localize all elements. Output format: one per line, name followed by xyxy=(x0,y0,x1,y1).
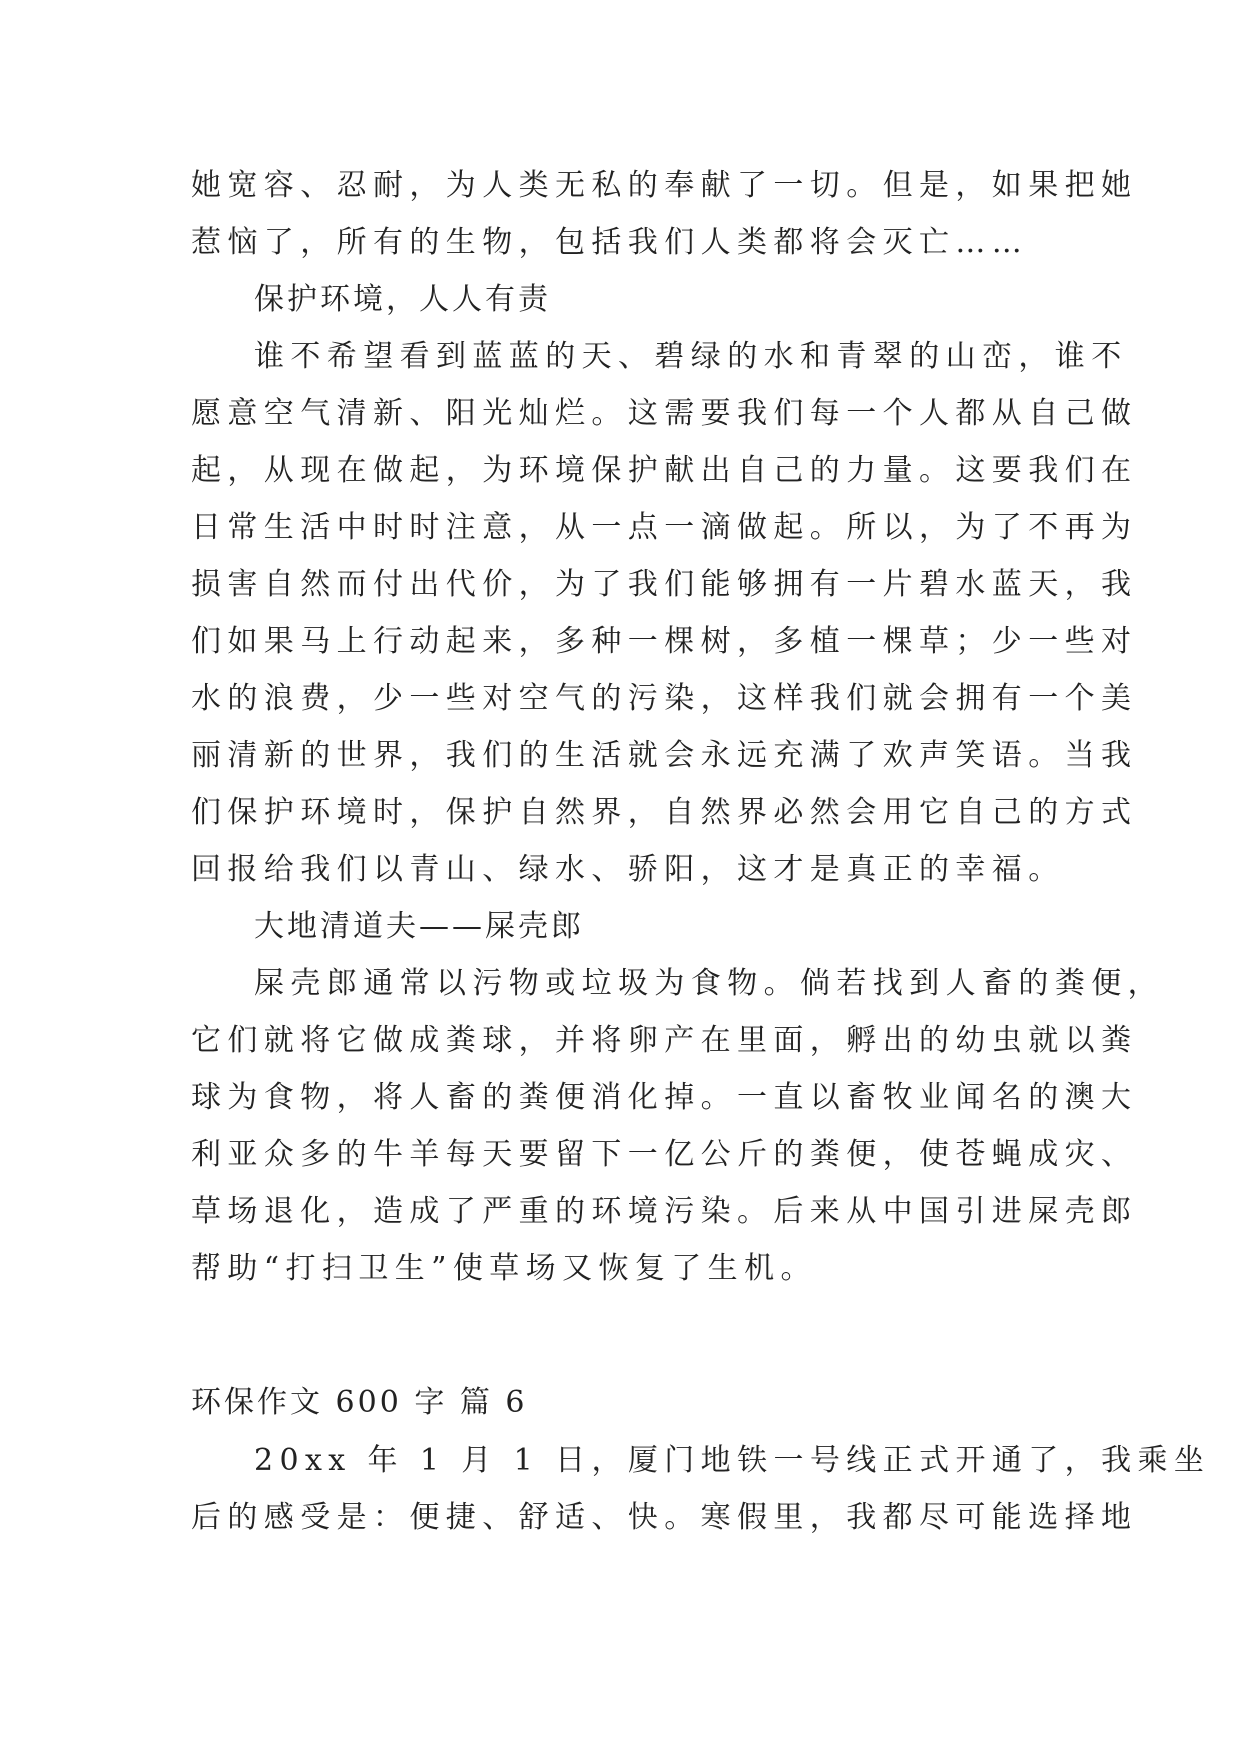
paragraph-line: 草场退化，造成了严重的环境污染。后来从中国引进屎壳郎 xyxy=(191,1194,1138,1229)
paragraph-line: 帮助“打扫卫生”使草场又恢复了生机。 xyxy=(191,1251,817,1286)
paragraph-line: 起，从现在做起，为环境保护献出自己的力量。这要我们在 xyxy=(191,453,1138,488)
paragraph-line: 利亚众多的牛羊每天要留下一亿公斤的粪便，使苍蝇成灾、 xyxy=(191,1137,1138,1172)
paragraph-line: 球为食物，将人畜的粪便消化掉。一直以畜牧业闻名的澳大 xyxy=(191,1080,1138,1115)
section-heading: 保护环境，人人有责 xyxy=(254,282,551,317)
paragraph-line: 回报给我们以青山、绿水、骄阳，这才是真正的幸福。 xyxy=(191,852,1065,887)
article-title: 环保作文 600 字 篇 6 xyxy=(191,1385,528,1420)
paragraph-line: 水的浪费，少一些对空气的污染，这样我们就会拥有一个美 xyxy=(191,681,1138,716)
paragraph-line: 们如果马上行动起来，多种一棵树，多植一棵草；少一些对 xyxy=(191,624,1138,659)
paragraph-line: 后的感受是：便捷、舒适、快。寒假里，我都尽可能选择地 xyxy=(191,1500,1138,1535)
paragraph-line: 丽清新的世界，我们的生活就会永远充满了欢声笑语。当我 xyxy=(191,738,1138,773)
paragraph-line: 20xx 年 1 月 1 日，厦门地铁一号线正式开通了，我乘坐 xyxy=(254,1443,1211,1478)
paragraph-line: 屎壳郎通常以污物或垃圾为食物。倘若找到人畜的粪便， xyxy=(254,966,1164,1001)
section-heading: 大地清道夫——屎壳郎 xyxy=(254,909,584,944)
paragraph-line: 她宽容、忍耐，为人类无私的奉献了一切。但是，如果把她 xyxy=(191,168,1138,203)
paragraph-line: 谁不希望看到蓝蓝的天、碧绿的水和青翠的山峦，谁不 xyxy=(254,339,1128,374)
paragraph-line: 日常生活中时时注意，从一点一滴做起。所以，为了不再为 xyxy=(191,510,1138,545)
paragraph-line: 惹恼了，所有的生物，包括我们人类都将会灭亡…… xyxy=(191,225,1029,260)
paragraph-line: 愿意空气清新、阳光灿烂。这需要我们每一个人都从自己做 xyxy=(191,396,1138,431)
paragraph-line: 损害自然而付出代价，为了我们能够拥有一片碧水蓝天，我 xyxy=(191,567,1138,602)
paragraph-line: 它们就将它做成粪球，并将卵产在里面，孵出的幼虫就以粪 xyxy=(191,1023,1138,1058)
paragraph-line: 们保护环境时，保护自然界，自然界必然会用它自己的方式 xyxy=(191,795,1138,830)
